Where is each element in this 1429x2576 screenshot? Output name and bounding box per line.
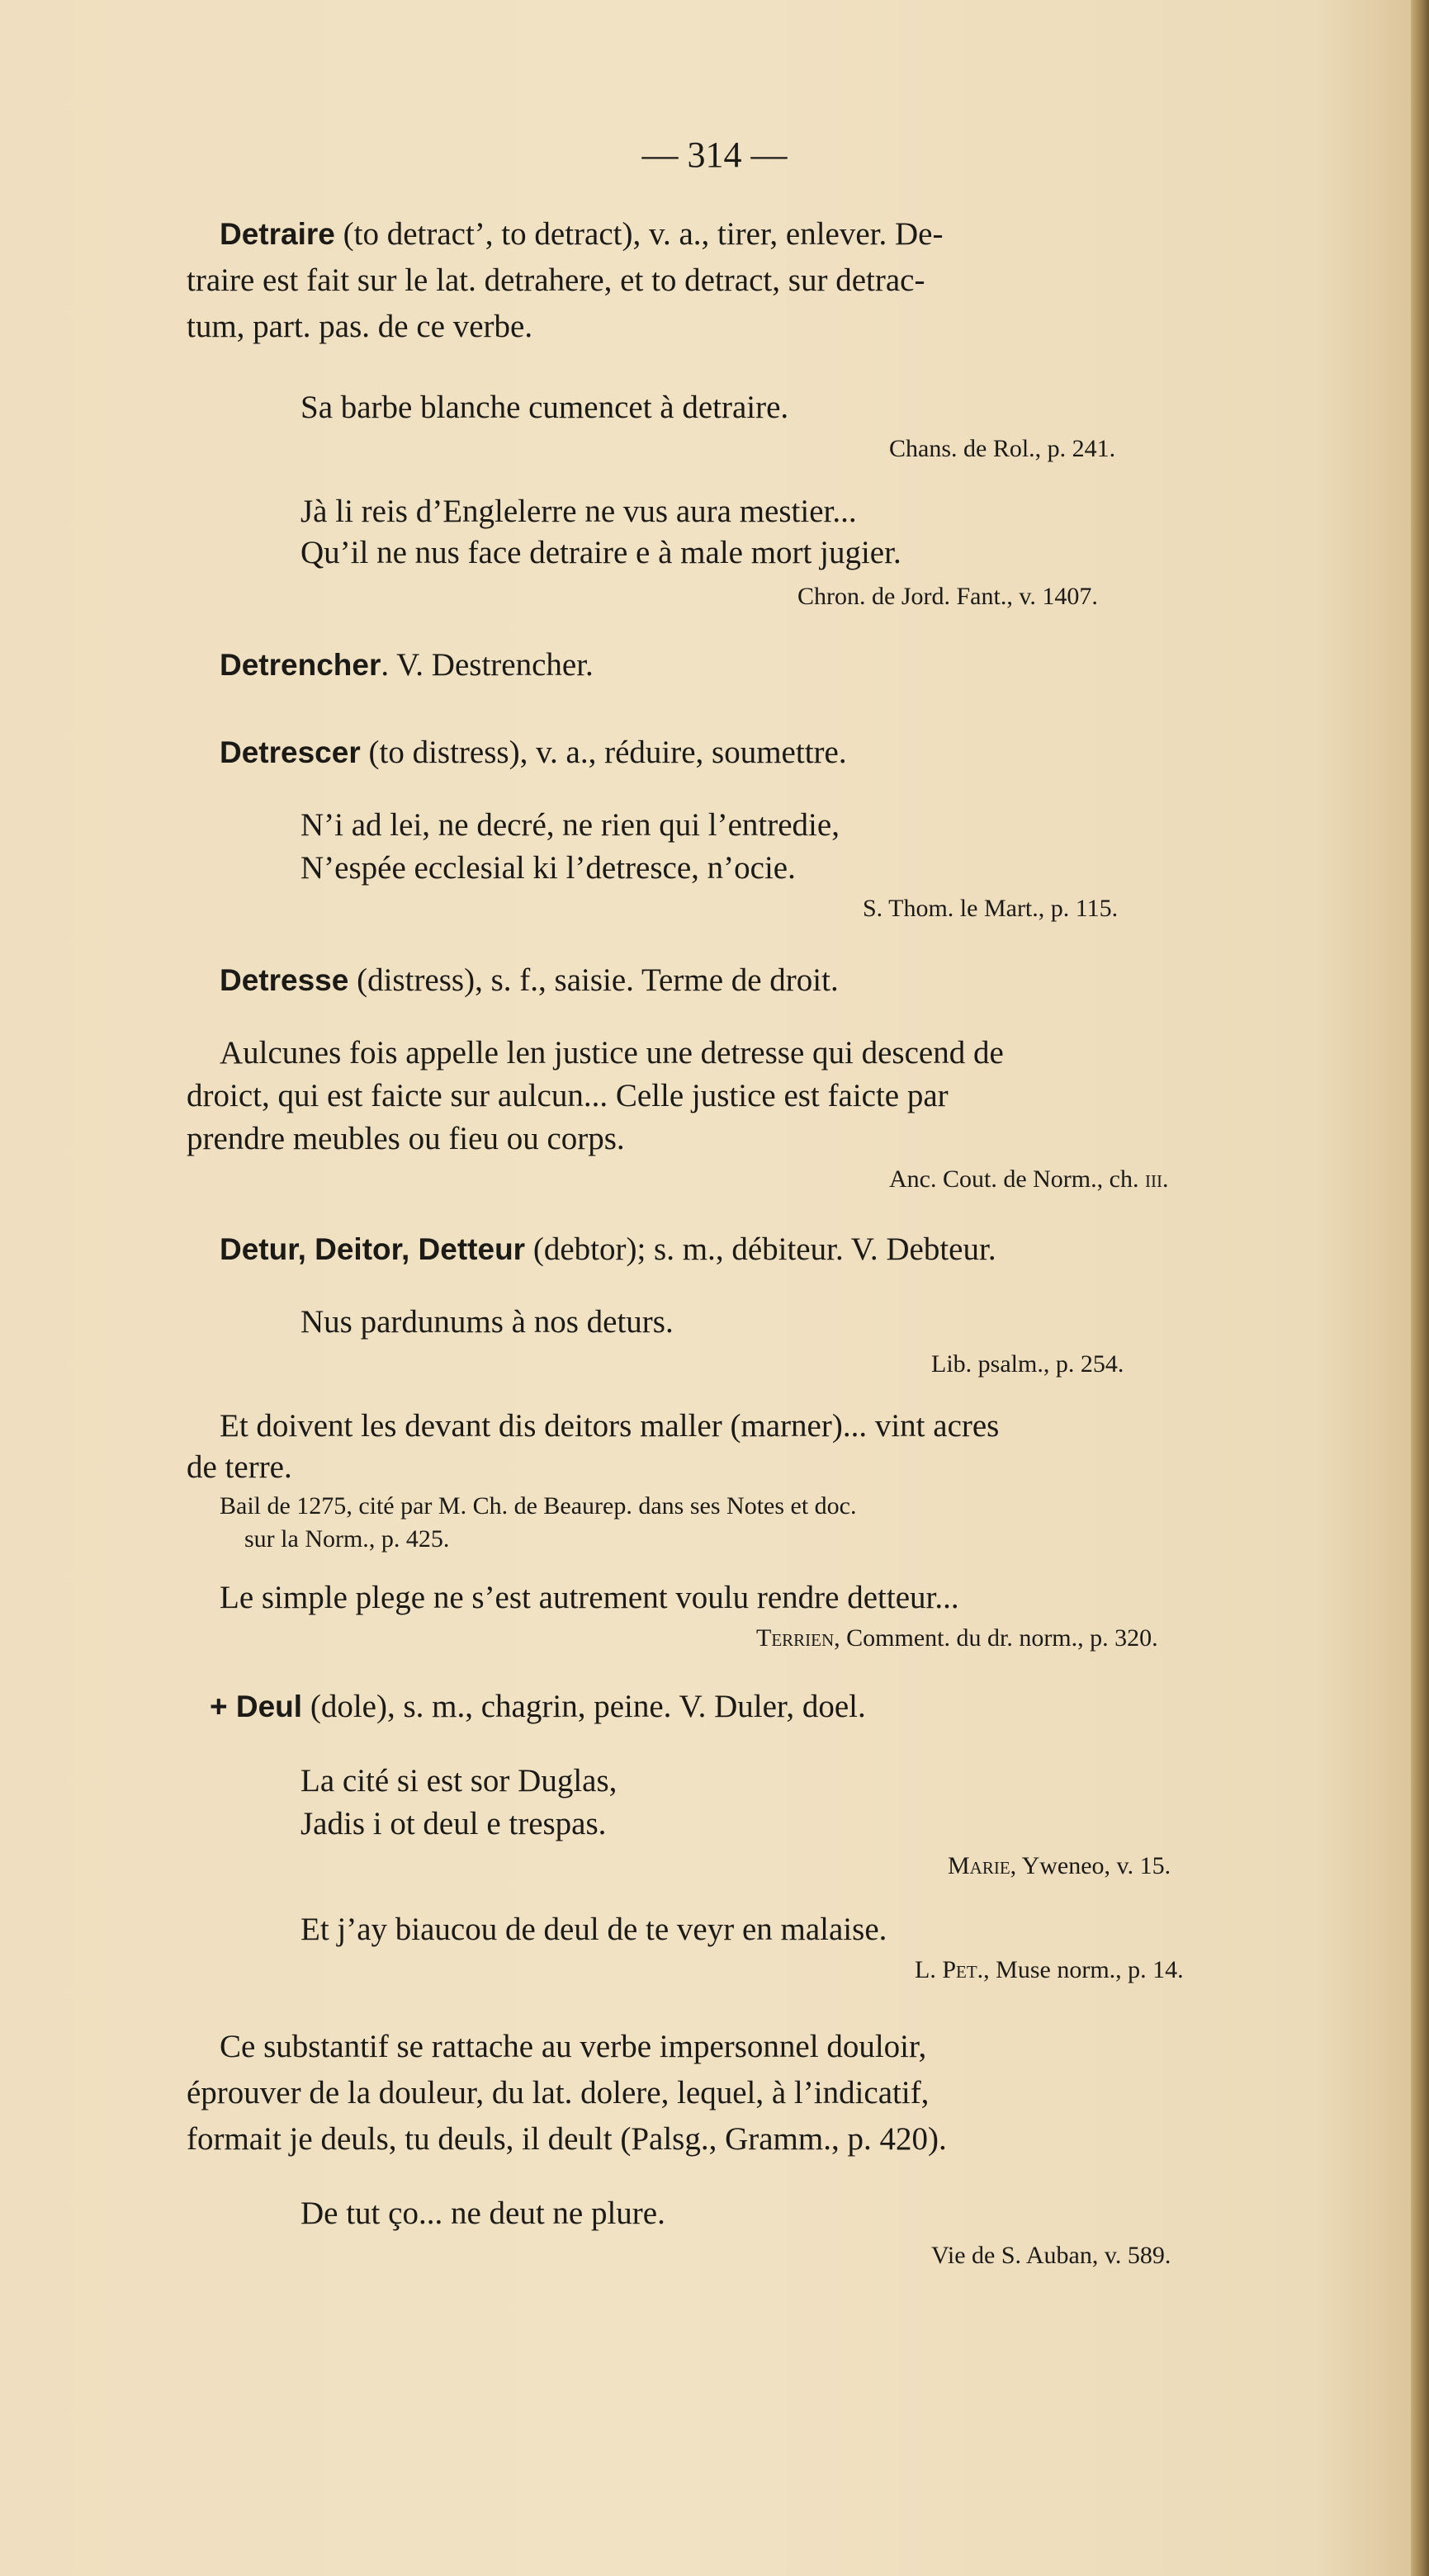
text-run: , v. 1407. bbox=[1006, 583, 1098, 610]
quote-anc-cout-line-3: prendre meubles ou fieu ou corps. bbox=[187, 1121, 625, 1156]
italic-run: Notes et doc. bbox=[726, 1492, 857, 1520]
text-run: Ce substantif se rattache au verbe impersonnel bbox=[220, 2029, 827, 2064]
italic-run: Vie de S. Auban bbox=[931, 2242, 1092, 2269]
quote-marie-line-1: La cité si est sor Duglas, bbox=[300, 1763, 617, 1798]
quote-lib-psalm: Nus pardunums à nos deturs. bbox=[300, 1304, 674, 1340]
italic-run: detrahere bbox=[484, 262, 604, 298]
italic-run: s. m. bbox=[403, 1689, 466, 1724]
headword: Detur, Deitor, Detteur bbox=[220, 1232, 526, 1266]
text-run: , ch. bbox=[1096, 1165, 1145, 1193]
quote-anc-cout-line-1: Aulcunes fois appelle len justice une detresse qui descend de bbox=[220, 1035, 1004, 1071]
entry-detrencher bbox=[220, 647, 594, 683]
text-run: , bbox=[834, 1624, 847, 1652]
entry-detrescer bbox=[220, 735, 847, 771]
text-run: , saisie. Terme de droit. bbox=[538, 962, 839, 998]
text-run: , p. 320. bbox=[1077, 1624, 1158, 1652]
text-run: , p. 14. bbox=[1115, 1956, 1184, 1983]
quote-bail-line-1: Et doivent les devant dis deitors maller (marner)... vint acres bbox=[220, 1408, 1000, 1444]
italic-run: detrac- bbox=[835, 262, 925, 298]
text-run: éprouver de la douleur, du lat. bbox=[187, 2075, 581, 2110]
text-run: ( bbox=[334, 216, 354, 252]
italic-run: s. m. bbox=[654, 1231, 716, 1267]
text-run: , bbox=[983, 1956, 996, 1983]
small-caps-run: iii bbox=[1144, 1165, 1162, 1193]
text-run: ); bbox=[626, 1231, 655, 1267]
italic-run: to distress bbox=[379, 735, 509, 770]
italic-run: v. a. bbox=[648, 216, 702, 252]
text-run: est fait sur le lat. bbox=[254, 262, 485, 298]
entry-detraire-line-3 bbox=[187, 309, 532, 345]
entry-detraire-line-2 bbox=[187, 262, 925, 299]
italic-run: distress bbox=[367, 962, 465, 998]
entry-deul bbox=[210, 1689, 866, 1725]
text-run: , lequel, à l’indicatif, bbox=[660, 2075, 930, 2110]
page-edge-shadow bbox=[1411, 0, 1429, 2576]
text-run: ’, bbox=[474, 216, 502, 252]
entry-detraire-line-1 bbox=[220, 216, 943, 253]
text-run: ( bbox=[302, 1689, 321, 1724]
text-run: , p. 115. bbox=[1038, 895, 1119, 922]
italic-run: Debteur. bbox=[886, 1231, 996, 1267]
italic-run: Duler, doel. bbox=[714, 1689, 866, 1724]
quote-vie-s-auban: De tut ço... ne deut ne plure. bbox=[300, 2196, 665, 2231]
small-caps-run: Terrien bbox=[756, 1624, 835, 1652]
quote-s-thom-line-1: N’i ad lei, ne decré, ne rien qui l’entredie, bbox=[300, 807, 840, 843]
text-run: ), bbox=[464, 962, 491, 998]
source-chans-rol bbox=[889, 435, 1115, 463]
text-run: (Palsg., bbox=[612, 2121, 726, 2157]
italic-run: De- bbox=[895, 216, 944, 252]
text-run: ), bbox=[509, 735, 537, 770]
italic-run: Gramm. bbox=[725, 2121, 831, 2157]
italic-run: to detract bbox=[353, 216, 475, 252]
italic-run: je deuls, tu deuls, il deult bbox=[289, 2121, 613, 2157]
source-anc-cout bbox=[889, 1165, 1168, 1193]
italic-run: douloir bbox=[826, 2029, 919, 2064]
small-caps-run: L. Pet. bbox=[915, 1956, 984, 1983]
quote-terrien: Le simple plege ne s’est autrement voulu rendre detteur... bbox=[220, 1580, 959, 1615]
italic-run: to detract bbox=[501, 216, 622, 252]
text-run: , v. 589. bbox=[1091, 2242, 1171, 2269]
source-bail-line-1 bbox=[220, 1492, 857, 1520]
text-run: ( bbox=[525, 1231, 544, 1267]
text-run: . bbox=[1162, 1165, 1169, 1193]
text-run: , p. 420). bbox=[830, 2121, 947, 2157]
italic-run: Chans. de Rol. bbox=[889, 435, 1035, 462]
text-run: , tirer, enlever. bbox=[701, 216, 896, 252]
source-chron-jord bbox=[797, 583, 1098, 611]
italic-run: Muse norm. bbox=[996, 1956, 1116, 1983]
italic-run: dolere bbox=[580, 2075, 661, 2110]
italic-run: dole bbox=[320, 1689, 376, 1724]
text-run: ( bbox=[360, 735, 380, 770]
text-run: , sur bbox=[772, 262, 836, 298]
source-vie-s-auban bbox=[931, 2242, 1171, 2270]
entry-detur bbox=[220, 1231, 996, 1268]
quote-marie-line-2: Jadis i ot deul e trespas. bbox=[300, 1806, 607, 1841]
source-l-pet bbox=[915, 1956, 1184, 1984]
deul-note-line-1 bbox=[220, 2029, 926, 2065]
source-s-thom bbox=[863, 895, 1118, 923]
italic-run: Comment. du dr. norm. bbox=[846, 1624, 1078, 1652]
text-run: , part. pas. de ce verbe. bbox=[236, 309, 533, 344]
quote-chron-jord-line-2: Qu’il ne nus face detraire e à male mort jugier. bbox=[300, 535, 901, 570]
deul-note-line-3 bbox=[187, 2121, 947, 2158]
text-run: , bbox=[1010, 1852, 1022, 1879]
page-number: — 314 — bbox=[641, 135, 788, 175]
deul-note-line-2 bbox=[187, 2075, 929, 2111]
text-run: , réduire, soumettre. bbox=[588, 735, 847, 770]
italic-run: Anc. Cout. de Norm. bbox=[889, 1165, 1097, 1193]
headword: + Deul bbox=[210, 1690, 303, 1723]
italic-run: debtor bbox=[543, 1231, 627, 1267]
text-run: , p. 425. bbox=[368, 1525, 450, 1553]
quote-l-pet: Et j’ay biaucou de deul de te veyr en malaise. bbox=[300, 1912, 887, 1947]
text-run: , v. 15. bbox=[1104, 1852, 1171, 1879]
italic-run: Chron. de Jord. Fant. bbox=[797, 583, 1007, 610]
italic-run: S. Thom. le Mart. bbox=[863, 895, 1039, 922]
text-run: , débiteur. V. bbox=[715, 1231, 887, 1267]
italic-run: Lib. psalm. bbox=[931, 1350, 1043, 1378]
text-run: formait bbox=[187, 2121, 290, 2157]
headword: Detresse bbox=[220, 963, 349, 997]
quote-anc-cout-line-2: droict, qui est faicte sur aulcun... Celle justice est faicte par bbox=[187, 1078, 949, 1113]
source-bail-line-2 bbox=[244, 1525, 449, 1553]
text-run: ( bbox=[348, 962, 368, 998]
text-run: , p. 254. bbox=[1043, 1350, 1124, 1378]
text-run: . V. bbox=[381, 647, 432, 683]
text-run: , bbox=[918, 2029, 927, 2064]
text-run: ), bbox=[622, 216, 649, 252]
text-run: , cité par M. Ch. de Beaurep. dans ses bbox=[346, 1492, 727, 1520]
entry-detresse bbox=[220, 962, 839, 999]
italic-run: Yweneo bbox=[1021, 1852, 1105, 1879]
italic-run: traire bbox=[187, 262, 255, 298]
italic-run: to detract bbox=[651, 262, 773, 298]
source-terrien bbox=[756, 1624, 1158, 1652]
italic-run: s. f. bbox=[490, 962, 539, 998]
italic-run: tum bbox=[187, 309, 237, 344]
italic-run: Destrencher. bbox=[431, 647, 594, 683]
text-run: , chagrin, peine. V. bbox=[465, 1689, 715, 1724]
quote-chans-rol: Sa barbe blanche cumencet à detraire. bbox=[300, 390, 789, 425]
quote-bail-line-2: de terre. bbox=[187, 1449, 292, 1485]
italic-run: Bail de 1275 bbox=[220, 1492, 347, 1520]
source-lib-psalm bbox=[931, 1350, 1124, 1378]
headword: Detrencher bbox=[220, 648, 381, 682]
text-run: , p. 241. bbox=[1034, 435, 1116, 462]
italic-run: v. a. bbox=[536, 735, 589, 770]
text-run: , et bbox=[603, 262, 652, 298]
quote-chron-jord-line-1: Jà li reis d’Englelerre ne vus aura mestier... bbox=[300, 494, 857, 529]
text-run: ), bbox=[376, 1689, 404, 1724]
headword: Detraire bbox=[220, 217, 335, 251]
source-marie bbox=[948, 1852, 1171, 1880]
quote-s-thom-line-2: N’espée ecclesial ki l’detresce, n’ocie. bbox=[300, 850, 796, 886]
headword: Detrescer bbox=[220, 735, 361, 769]
small-caps-run: Marie bbox=[948, 1852, 1010, 1879]
italic-run: sur la Norm. bbox=[244, 1525, 369, 1553]
